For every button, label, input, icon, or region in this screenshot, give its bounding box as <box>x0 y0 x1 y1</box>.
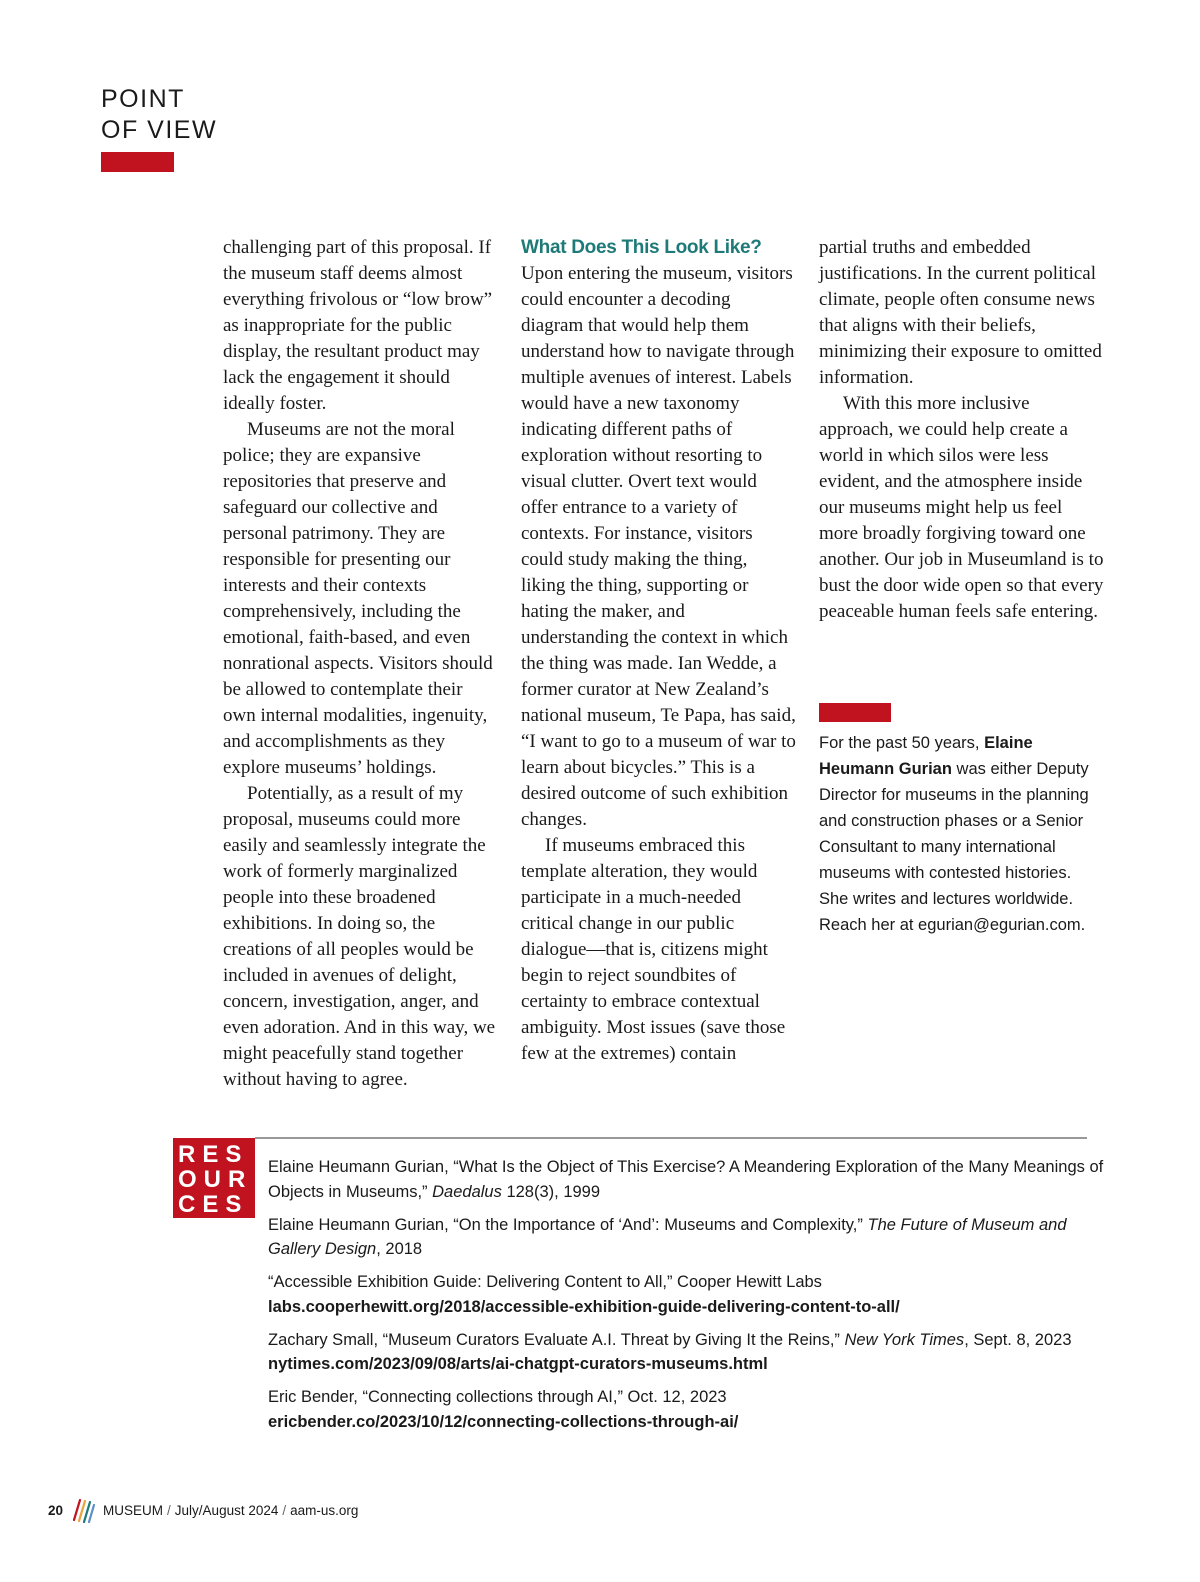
resource-item: Eric Bender, “Connecting collections through AI,” Oct. 12, 2023 ericbender.co/2023/10/12/connecting-collections-through-ai/ <box>268 1385 1118 1434</box>
article-column-2 <box>521 235 796 1067</box>
paragraph: challenging part of this proposal. If the museum staff deems almost everything frivolous or “low brow” as inappropriate for the public display, the resultant product may lack the engagement it should ideally foster. <box>223 237 493 414</box>
resource-item: Elaine Heumann Gurian, “On the Importance of ‘And’: Museums and Complexity,” The Future of Museum and Gallery Design, 2018 <box>268 1215 1067 1258</box>
aam-logo-icon <box>71 1496 95 1524</box>
author-bio <box>819 730 1104 938</box>
resources-label-row: RES <box>178 1141 249 1168</box>
resources-list <box>268 1155 1118 1443</box>
footer-separator: / <box>282 1502 287 1518</box>
section-label <box>101 84 217 146</box>
page-number: 20 <box>48 1502 64 1518</box>
paragraph: partial truths and embedded justifications. In the current political climate, people often consume news that aligns with their beliefs, minimizing their exposure to omitted information. <box>819 237 1102 388</box>
paragraph: If museums embraced this template alteration, they would participate in a much-needed critical change in our public dialogue—that is, citizens might begin to reject soundbites of certainty to embrace contextual ambiguity. Most issues (save those few at the extremes) contain <box>521 835 786 1064</box>
bio-lead: For the past 50 years, <box>819 734 980 752</box>
resources-label <box>173 1138 255 1218</box>
article-column-1 <box>223 235 498 1093</box>
issue-date: July/August 2024 <box>174 1502 279 1518</box>
magazine-name: MUSEUM <box>103 1502 164 1518</box>
section-accent-bar <box>101 152 174 172</box>
resource-link[interactable]: labs.cooperhewitt.org/2018/accessible-exhibition-guide-delivering-content-to-all/ <box>268 1297 900 1316</box>
paragraph: Museums are not the moral police; they are expansive repositories that preserve and safeguard our collective and personal patrimony. They are responsible for presenting our interests and their contexts comprehensively, including the emotional, faith-based, and even nonrational aspects. Visitors should be allowed to contemplate their own internal modalities, ingenuity, and accomplishments as they explore museums’ holdings. <box>223 419 493 778</box>
bio-accent-bar <box>819 703 891 722</box>
footer-separator: / <box>167 1502 171 1518</box>
resource-link[interactable]: ericbender.co/2023/10/12/connecting-collections-through-ai/ <box>268 1412 739 1431</box>
resources-label-row: CES <box>178 1191 249 1218</box>
bio-text: was either Deputy Director for museums in the planning and construction phases or a Senior Consultant to many international museums with contested histories. She writes and lectures worldwide. Reach her at egurian@egurian.com. <box>819 760 1089 934</box>
page-footer <box>48 1496 358 1524</box>
resources-label-row: OUR <box>178 1166 253 1193</box>
site-link[interactable]: aam-us.org <box>290 1502 359 1518</box>
resource-item: Elaine Heumann Gurian, “What Is the Object of This Exercise? A Meandering Exploration of the Many Meanings of Objects in Museums,” Daedalus 128(3), 1999 <box>268 1158 1104 1201</box>
section-label-line1: POINT <box>101 85 185 113</box>
resource-item: “Accessible Exhibition Guide: Delivering Content to All,” Cooper Hewitt Labs labs.cooperhewitt.org/2018/accessible-exhibition-guide-delivering-content-to-all/ <box>268 1270 1118 1319</box>
author-name: Elaine Heumann Gurian <box>819 734 1033 778</box>
resource-link[interactable]: nytimes.com/2023/09/08/arts/ai-chatgpt-curators-museums.html <box>268 1355 768 1373</box>
subheading: What Does This Look Like? <box>521 237 762 258</box>
section-label-line2: OF VIEW <box>101 116 218 144</box>
resources-divider <box>255 1137 1087 1139</box>
paragraph: Upon entering the museum, visitors could encounter a decoding diagram that would help them understand how to navigate through multiple avenues of interest. Labels would have a new taxonomy indicating different paths of exploration without resorting to visual clutter. Overt text would offer entrance to a variety of contexts. For instance, visitors could study making the thing, liking the thing, supporting or hating the maker, and understanding the context in which the thing was made. Ian Wedde, a former curator at New Zealand’s national museum, Te Papa, has said, “I want to go to a museum of war to learn about bicycles.” This is a desired outcome of such exhibition changes. <box>521 263 796 830</box>
paragraph: Potentially, as a result of my proposal, museums could more easily and seamlessly integrate the work of formerly marginalized people into these broadened exhibitions. In doing so, the creations of all peoples would be included in avenues of delight, concern, investigation, anger, and even adoration. And in this way, we might peacefully stand together without having to agree. <box>223 783 496 1090</box>
resource-item: Zachary Small, “Museum Curators Evaluate A.I. Threat by Giving It the Reins,” New York Times, Sept. 8, 2023 nytimes.com/2023/09/08/arts/ai-chatgpt-curators-museums.html <box>268 1328 1118 1377</box>
paragraph: With this more inclusive approach, we could help create a world in which silos were less evident, and the atmosphere inside our museums might help us feel more broadly forgiving toward one another. Our job in Museumland is to bust the door wide open so that every peaceable human feels safe entering. <box>819 393 1104 622</box>
article-column-3 <box>819 235 1104 625</box>
